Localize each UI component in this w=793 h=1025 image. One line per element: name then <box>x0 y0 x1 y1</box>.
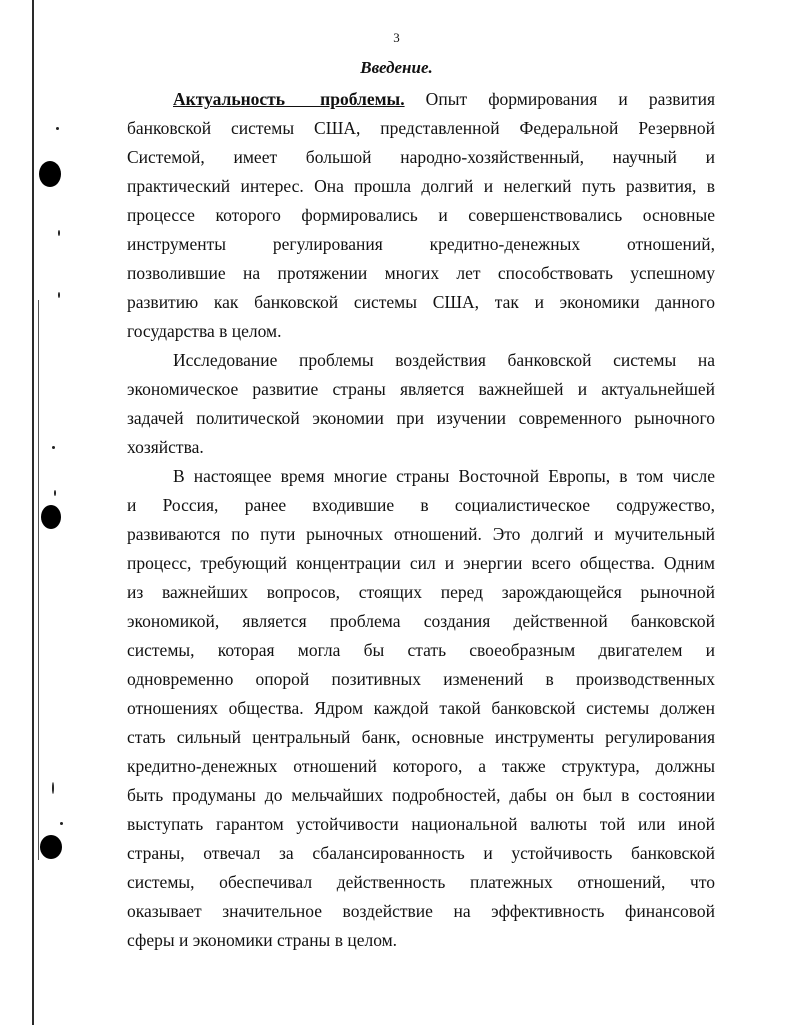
ink-speck <box>54 490 56 496</box>
paragraph <box>127 346 715 462</box>
ink-speck <box>56 127 59 130</box>
text-line: позволившие на протяжении многих лет способствовать успешному <box>127 263 715 283</box>
text-line: и Россия, ранее входившие в социалистическое содружество, <box>127 495 715 515</box>
text-line: государства в целом. <box>127 321 282 341</box>
text-line: системы, которая могла бы стать своеобразным двигателем и <box>127 640 715 660</box>
lead-phrase: Актуальность проблемы. <box>173 89 405 109</box>
text-line: одновременно опорой позитивных изменений в производственных <box>127 669 715 689</box>
text-line: Актуальность проблемы. Опыт формирования и развития <box>173 89 715 109</box>
text-line: сферы и экономики страны в целом. <box>127 930 398 950</box>
text-line: кредитно-денежных отношений которого, а также структура, должны <box>127 756 715 776</box>
text-line: системы, обеспечивал действенность платежных отношений, что <box>127 872 715 892</box>
paragraph <box>127 85 715 346</box>
text-line: процессе которого формировались и совершенствовались основные <box>127 205 715 225</box>
document-body <box>127 85 715 955</box>
text-line: задачей политической экономии при изучении современного рыночного <box>127 408 715 428</box>
text-line: хозяйства. <box>127 437 204 457</box>
paragraph <box>127 462 715 955</box>
ink-speck <box>52 782 54 794</box>
page-number: 3 <box>393 30 400 45</box>
scan-edge-line-inner <box>38 300 39 860</box>
text-line: развиваются по пути рыночных отношений. Это долгий и мучительный <box>127 524 715 544</box>
text-line: Системой, имеет большой народно-хозяйственный, научный и <box>127 147 715 167</box>
ink-blot <box>41 505 61 529</box>
ink-speck <box>60 822 63 825</box>
text-line: экономикой, является проблема создания действенной банковской <box>127 611 715 631</box>
text-line: отношениях общества. Ядром каждой такой банковской системы должен <box>127 698 715 718</box>
text-line: из важнейших вопросов, стоящих перед зарождающейся рыночной <box>127 582 715 602</box>
ink-blot <box>39 161 61 187</box>
text-line: быть продуманы до мельчайших подробностей, дабы он был в состоянии <box>127 785 715 805</box>
text-line: Исследование проблемы воздействия банковской системы на <box>173 350 715 370</box>
ink-speck <box>52 446 55 449</box>
text-line: страны, отвечал за сбалансированность и устойчивость банковской <box>127 843 715 863</box>
ink-speck <box>58 292 60 298</box>
text-line: В настоящее время многие страны Восточной Европы, в том числе <box>173 466 715 486</box>
text-line: практический интерес. Она прошла долгий и нелегкий путь развития, в <box>127 176 715 196</box>
scan-edge-line <box>32 0 34 1025</box>
ink-speck <box>58 230 60 236</box>
ink-blot <box>40 835 62 859</box>
text-line: инструменты регулирования кредитно-денежных отношений, <box>127 234 715 254</box>
section-heading: Введение. <box>360 58 433 77</box>
text-line: развитию как банковской системы США, так и экономики данного <box>127 292 715 312</box>
text-line: оказывает значительное воздействие на эффективность финансовой <box>127 901 715 921</box>
text-line: банковской системы США, представленной Федеральной Резервной <box>127 118 715 138</box>
text-line: выступать гарантом устойчивости национальной валюты той или иной <box>127 814 715 834</box>
text-line: стать сильный центральный банк, основные инструменты регулирования <box>127 727 715 747</box>
text-line: экономическое развитие страны является важнейшей и актуальнейшей <box>127 379 715 399</box>
text-line: процесс, требующий концентрации сил и энергии всего общества. Одним <box>127 553 715 573</box>
